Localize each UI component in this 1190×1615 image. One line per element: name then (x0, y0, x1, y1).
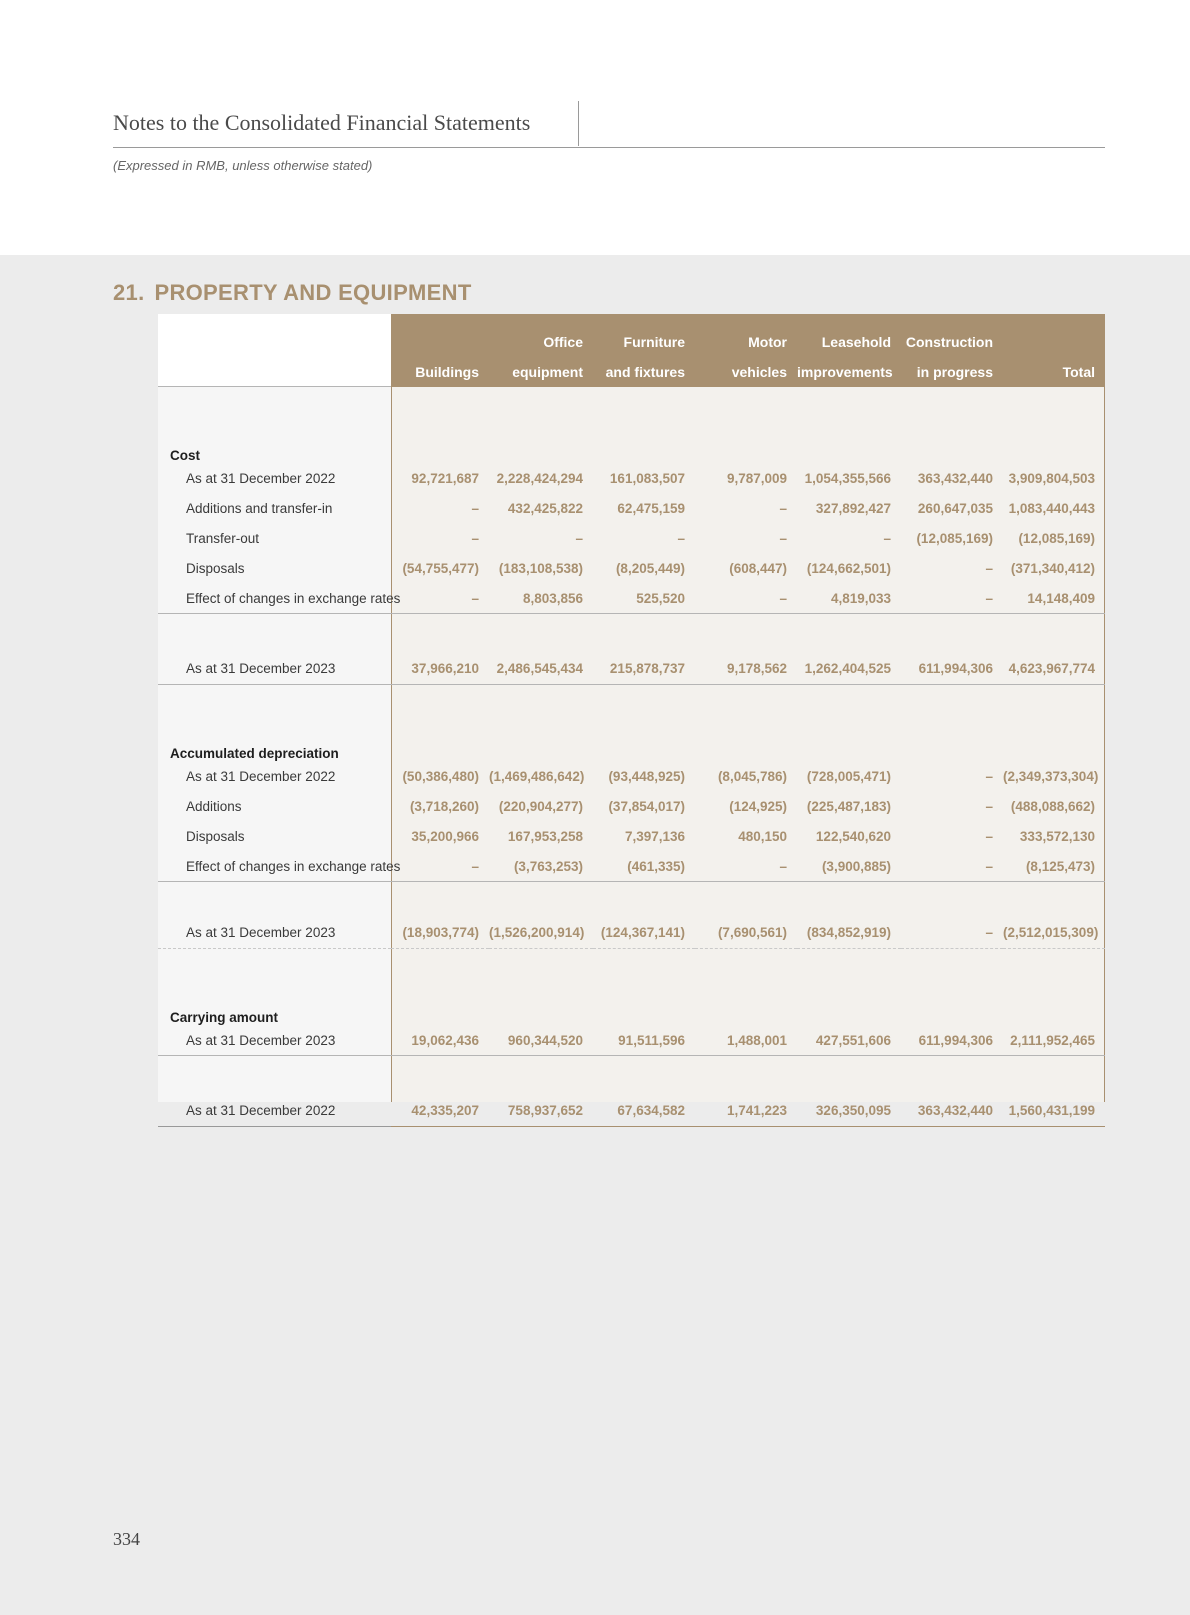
row-label: Disposals (186, 560, 245, 576)
page-title: Notes to the Consolidated Financial Statements (113, 110, 531, 135)
value-cell: (371,340,412) (1010, 560, 1095, 576)
value-cell: 525,520 (593, 583, 695, 614)
header-divider-vertical (578, 101, 579, 146)
value-cell: – (901, 583, 1003, 614)
value-cell: 67,634,582 (593, 1056, 695, 1127)
row-label: As at 31 December 2023 (158, 1025, 391, 1056)
group-title: Cost (170, 448, 200, 463)
value-cell: (54,755,477) (402, 560, 479, 576)
column-header: Construction in progress (901, 314, 1003, 387)
table-row (158, 791, 1105, 821)
value-cell: 432,425,822 (507, 500, 583, 516)
value-cell: 260,647,035 (917, 500, 993, 516)
value-cell: (12,085,169) (1018, 530, 1095, 546)
group-title-row (158, 983, 1105, 1025)
value-cell: (225,487,183) (806, 798, 891, 814)
value-cell: (8,205,449) (615, 560, 685, 576)
section-number: 21. (113, 280, 145, 305)
group-title: Accumulated depreciation (170, 746, 339, 761)
value-cell: 960,344,520 (489, 1025, 593, 1056)
value-cell: – (575, 530, 583, 546)
value-cell: (183,108,538) (498, 560, 583, 576)
row-label: As at 31 December 2022 (186, 470, 336, 486)
value-cell: 19,062,436 (391, 1025, 489, 1056)
subtotal-row (158, 614, 1105, 685)
value-cell: (124,367,141) (593, 882, 695, 949)
header-divider-horizontal (113, 147, 1105, 148)
row-label: As at 31 December 2022 (158, 1056, 391, 1127)
section-title: PROPERTY AND EQUIPMENT (154, 280, 472, 305)
row-label: Transfer-out (186, 530, 260, 546)
group-title-row (158, 719, 1105, 761)
value-cell: (2,512,015,309) (1003, 882, 1105, 949)
value-cell: (7,690,561) (695, 882, 797, 949)
value-cell: (37,854,017) (608, 798, 685, 814)
row-label: As at 31 December 2022 (186, 768, 336, 784)
value-cell: – (901, 851, 1003, 882)
value-cell: – (883, 530, 891, 546)
group-title: Carrying amount (170, 1010, 279, 1025)
table-row (158, 553, 1105, 583)
value-cell: – (901, 882, 1003, 949)
row-label: Disposals (186, 828, 245, 844)
value-cell: 363,432,440 (901, 1056, 1003, 1127)
value-cell: (3,763,253) (489, 851, 593, 882)
table-row (158, 523, 1105, 553)
value-cell: – (471, 500, 479, 516)
header-blank-cell (158, 314, 391, 387)
row-label: Effect of changes in exchange rates (158, 583, 391, 614)
value-cell: 8,803,856 (489, 583, 593, 614)
value-cell: 9,787,009 (726, 470, 787, 486)
value-cell: 1,054,355,566 (804, 470, 891, 486)
value-cell: (124,925) (729, 798, 787, 814)
row-label: Effect of changes in exchange rates (158, 851, 391, 882)
value-cell: 14,148,409 (1003, 583, 1105, 614)
value-cell: 92,721,687 (411, 470, 479, 486)
spacer-row (158, 685, 1105, 720)
table-row (158, 583, 1105, 614)
value-cell: (93,448,925) (608, 768, 685, 784)
value-cell: 1,262,404,525 (797, 614, 901, 685)
value-cell: 37,966,210 (391, 614, 489, 685)
column-header: Total (1003, 314, 1105, 387)
row-label: Additions (186, 798, 242, 814)
table-row (158, 761, 1105, 791)
value-cell: (124,662,501) (806, 560, 891, 576)
value-cell: 4,623,967,774 (1003, 614, 1105, 685)
value-cell: (50,386,480) (402, 768, 479, 784)
value-cell: 327,892,427 (815, 500, 891, 516)
value-cell: 480,150 (738, 828, 787, 844)
value-cell: 62,475,159 (617, 500, 685, 516)
table-row (158, 821, 1105, 851)
value-cell: 91,511,596 (593, 1025, 695, 1056)
value-cell: – (471, 530, 479, 546)
column-header: Leasehold improvements (797, 314, 901, 387)
value-cell: (1,469,486,642) (489, 768, 585, 784)
value-cell: (18,903,774) (391, 882, 489, 949)
value-cell: 7,397,136 (624, 828, 685, 844)
property-equipment-table-container (158, 314, 1105, 1127)
section-heading (113, 280, 472, 306)
value-cell: – (391, 583, 489, 614)
value-cell: 427,551,606 (797, 1025, 901, 1056)
row-label: Additions and transfer-in (186, 500, 333, 516)
property-equipment-table (158, 314, 1105, 1127)
value-cell: 758,937,652 (489, 1056, 593, 1127)
value-cell: – (779, 530, 787, 546)
currency-note: (Expressed in RMB, unless otherwise stated) (113, 158, 373, 173)
value-cell: 3,909,804,503 (1008, 470, 1095, 486)
value-cell: (488,088,662) (1010, 798, 1095, 814)
row-label: As at 31 December 2023 (158, 614, 391, 685)
value-cell: – (695, 851, 797, 882)
value-cell: 333,572,130 (1019, 828, 1095, 844)
table-row (158, 493, 1105, 523)
value-cell: (3,900,885) (797, 851, 901, 882)
value-cell: – (695, 583, 797, 614)
table-row (158, 1025, 1105, 1056)
column-header: Buildings (391, 314, 489, 387)
value-cell: (12,085,169) (916, 530, 993, 546)
group-title-row (158, 421, 1105, 463)
value-cell: 2,486,545,434 (489, 614, 593, 685)
value-cell: 1,488,001 (695, 1025, 797, 1056)
value-cell: (8,045,786) (717, 768, 787, 784)
column-header: Motor vehicles (695, 314, 797, 387)
value-cell: (461,335) (593, 851, 695, 882)
value-cell: 2,228,424,294 (496, 470, 583, 486)
value-cell: (8,125,473) (1003, 851, 1105, 882)
subtotal-row (158, 1056, 1105, 1127)
value-cell: (3,718,260) (409, 798, 479, 814)
value-cell: 35,200,966 (411, 828, 479, 844)
value-cell: (834,852,919) (797, 882, 901, 949)
value-cell: 1,083,440,443 (1008, 500, 1095, 516)
value-cell: 122,540,620 (815, 828, 891, 844)
value-cell: (1,526,200,914) (489, 882, 593, 949)
value-cell: 167,953,258 (507, 828, 583, 844)
value-cell: – (391, 851, 489, 882)
page-number: 334 (113, 1529, 140, 1549)
value-cell: (608,447) (729, 560, 787, 576)
value-cell: (2,349,373,304) (1003, 768, 1099, 784)
value-cell: – (985, 798, 993, 814)
value-cell: 1,560,431,199 (1003, 1056, 1105, 1127)
subtotal-row (158, 882, 1105, 949)
value-cell: – (779, 500, 787, 516)
spacer-row (158, 387, 1105, 422)
table-row (158, 851, 1105, 882)
value-cell: (220,904,277) (498, 798, 583, 814)
value-cell: 215,878,737 (593, 614, 695, 685)
value-cell: 161,083,507 (609, 470, 685, 486)
value-cell: 9,178,562 (695, 614, 797, 685)
value-cell: 363,432,440 (917, 470, 993, 486)
value-cell: 2,111,952,465 (1003, 1025, 1105, 1056)
spacer-row (158, 949, 1105, 984)
table-header-row (158, 314, 1105, 387)
value-cell: – (985, 828, 993, 844)
value-cell: 611,994,306 (901, 614, 1003, 685)
value-cell: (728,005,471) (806, 768, 891, 784)
column-header: Office equipment (489, 314, 593, 387)
value-cell: 1,741,223 (695, 1056, 797, 1127)
row-label: As at 31 December 2023 (158, 882, 391, 949)
value-cell: 42,335,207 (391, 1056, 489, 1127)
value-cell: – (985, 560, 993, 576)
value-cell: – (677, 530, 685, 546)
value-cell: 4,819,033 (797, 583, 901, 614)
column-header: Furniture and fixtures (593, 314, 695, 387)
value-cell: – (985, 768, 993, 784)
value-cell: 326,350,095 (797, 1056, 901, 1127)
value-cell: 611,994,306 (901, 1025, 1003, 1056)
table-row (158, 463, 1105, 493)
